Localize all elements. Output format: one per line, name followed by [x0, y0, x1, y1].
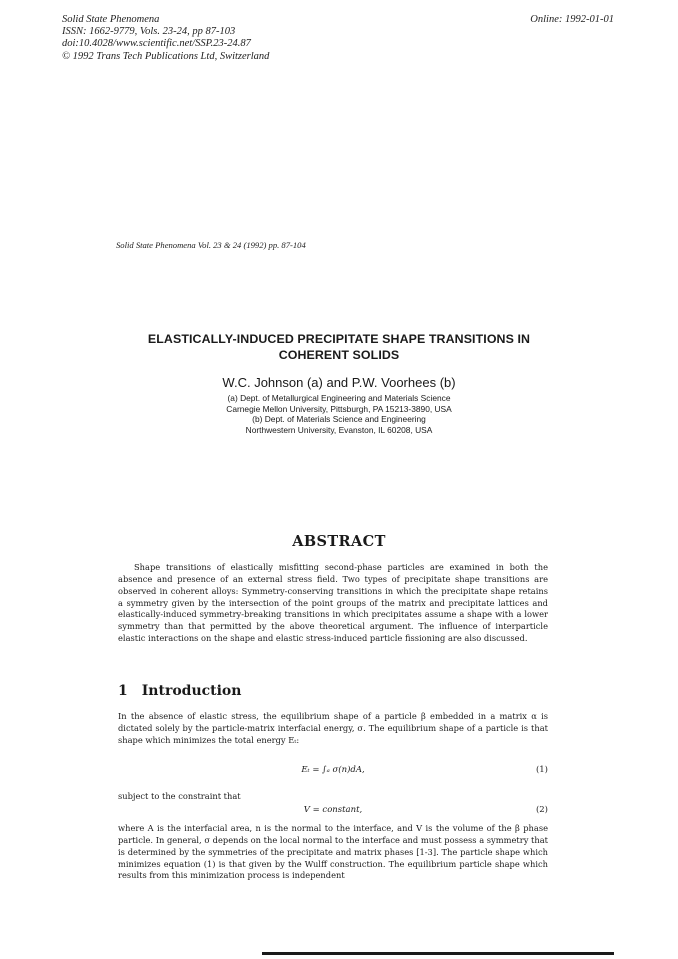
paper-authors: W.C. Johnson (a) and P.W. Voorhees (b) — [222, 375, 456, 390]
equation-1 — [118, 761, 548, 781]
equation-1-number: (1) — [535, 765, 548, 775]
journal-name: Solid State Phenomena — [62, 14, 160, 25]
journal-citation: Solid State Phenomena Vol. 23 & 24 (1992) pp. 87-104 — [116, 240, 306, 250]
affiliation-line: (a) Dept. of Metallurgical Engineering and Materials Science — [227, 393, 451, 403]
equation-2-number: (2) — [535, 805, 548, 815]
equation-2-expression: V = constant, — [303, 805, 363, 815]
footer-rule — [262, 952, 614, 955]
intro-paragraph: In the absence of elastic stress, the equilibrium shape of a particle β embedded in a matrix α is dictated solely by the particle-matrix interfacial energy, σ. The equilibrium shape of a particle is that shape which minimizes the total energy Eₜ: — [118, 711, 548, 745]
publication-header — [62, 14, 269, 63]
title-line-2: COHERENT SOLIDS — [278, 348, 400, 362]
abstract-text: Shape transitions of elastically misfitting second-phase particles are examined in both the absence and presence of an external stress field. Two types of precipitate shape transitions are observed in coherent alloys: Symmetry-conserving transitions in which the precipitate shape retains a symmetry given by the intersection of the point groups of the matrix and precipitate lattices and elastically-induced symmetry-breaking transitions in which precipitates assume a shape with a lower symmetry than that permitted by the above theoretical argument. The influence of interparticle elastic interactions on the shape and elastic stress-induced particle fissioning are also discussed. — [118, 562, 548, 644]
section-heading — [118, 683, 241, 699]
equation-2 — [118, 805, 548, 819]
affiliation-line: Carnegie Mellon University, Pittsburgh, PA 15213-3890, USA — [226, 403, 452, 414]
section-title: Introduction — [141, 683, 242, 699]
abstract-heading: ABSTRACT — [292, 533, 386, 550]
issn-line: ISSN: 1662-9779, Vols. 23-24, pp 87-103 — [62, 26, 236, 38]
continuation-paragraph: where A is the interfacial area, n is the normal to the interface, and V is the volume of the β phase particle. In general, σ depends on the local normal to the interface and must possess a symmetry that is determined by the symmetries of the precipitate and matrix phases [1-3]. The particle shape which minimizes equation (1) is that given by the Wulff construction. The equilibrium particle shape which results from this minimization process is independent — [118, 823, 548, 881]
copyright-line: © 1992 Trans Tech Publications Ltd, Switzerland — [62, 50, 270, 62]
paper-title — [100, 331, 578, 363]
equation-1-expression: Eₜ = ∫ₐ σ(n)dA, — [301, 765, 365, 775]
affiliation-line: Northwestern University, Evanston, IL 60208, USA — [245, 424, 433, 435]
doi-line[interactable]: doi:10.4028/www.scientific.net/SSP.23-24.87 — [62, 38, 251, 50]
constraint-text: subject to the constraint that — [118, 791, 241, 801]
author-affiliations — [100, 393, 578, 435]
title-line-1: ELASTICALLY-INDUCED PRECIPITATE SHAPE TRANSITIONS IN — [147, 332, 531, 346]
online-date: Online: 1992-01-01 — [530, 14, 614, 25]
affiliation-line: (b) Dept. of Materials Science and Engineering — [252, 414, 426, 425]
section-number: 1 — [118, 683, 128, 699]
